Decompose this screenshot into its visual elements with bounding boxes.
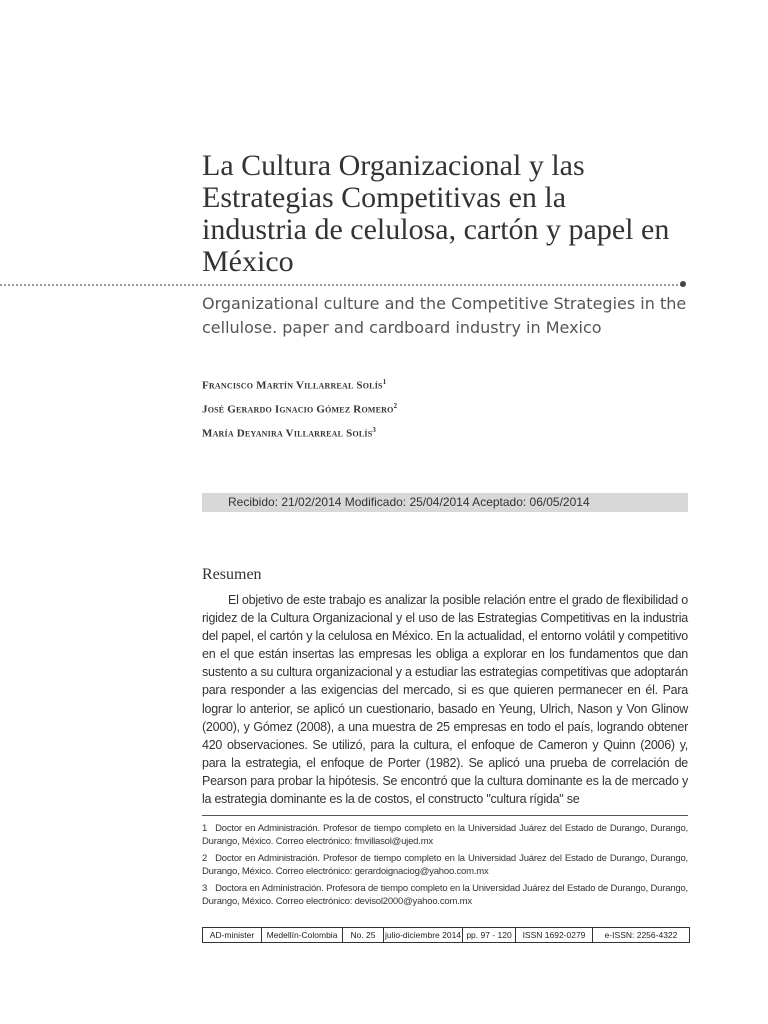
footnote-rule	[202, 815, 688, 816]
footnote-2: 2 Doctor en Administración. Profesor de tiempo completo en la Universidad Juárez del Estado de Durango, Durango, Durango, México. Correo electrónico: gerardoignaciog@yahoo.com.mx	[202, 853, 688, 877]
pub-number: No. 25	[343, 928, 384, 942]
pub-period: julio-diciembre 2014	[384, 930, 462, 940]
footnote-3: 3 Doctora en Administración. Profesora de tiempo completo en la Universidad Juárez del Estado de Durango, Durango, Durango, México. Correo electrónico: devisol2000@yahoo.com.mx	[202, 883, 688, 907]
title-divider	[0, 284, 682, 286]
pub-journal: AD-minister	[203, 928, 262, 942]
author-3: María Deyanira Villarreal Solís$^3$	[202, 426, 377, 440]
divider-dot	[680, 281, 686, 287]
pub-eissn: e-ISSN: 2256-4322	[604, 930, 678, 940]
footnote-1: 1 Doctor en Administración. Profesor de tiempo completo en la Universidad Juárez del Estado de Durango, Durango, Durango, México. Correo electrónico: fmvillasol@ujed.mx	[202, 823, 688, 847]
abstract-text: El objetivo de este trabajo es analizar la posible relación entre el grado de flexibilidad o rigidez de la Cultura Organizacional y el uso de las Estrategias Competitivas en la industria del papel, el cartón y la celulosa en México. En la actualidad, el entorno volátil y competitivo en el que están insertas las empresas les obliga a explorar en los fundamentos que dan sustento a su cultura organizacional y a estudiar las estrategias competitivas que adoptarán para responder a las exigencias del mercado, si es que quieren permanecer en él. Para lograr lo anterior, se aplicó un cuestionario, basado en Yeung, Ulrich, Nason y Von Glinow (2000), y Gómez (2008), a una muestra de 25 empresas en todo el país, logrando obtener 420 observaciones. Se utilizó, para la cultura, el enfoque de Cameron y Quinn (2006) y, para la estrategia, el enfoque de Porter (1982). Se aplicó una prueba de correlación de Pearson para probar la hipótesis. Se encontró que la cultura dominante es la de mercado y la estrategia dominante es la de costos, el constructo "cultura rígida" se	[202, 593, 688, 807]
article-title: La Cultura Organizacional y las Estrategias Competitivas en la industria de celulosa, cartón y papel en México	[202, 149, 670, 278]
dates-text: Recibido: 21/02/2014 Modificado: 25/04/2014 Aceptado: 06/05/2014	[228, 495, 590, 509]
author-2: José Gerardo Ignacio Gómez Romero$^2$	[202, 402, 398, 416]
abstract-heading: Resumen	[202, 566, 262, 583]
article-subtitle: Organizational culture and the Competitive Strategies in the cellulose. paper and cardboard industry in Mexico	[202, 294, 687, 337]
pub-pages: pp. 97 - 120	[463, 928, 516, 942]
pub-city: Medellín-Colombia	[262, 928, 343, 942]
publication-info-bar	[202, 927, 690, 943]
dates-bar	[202, 493, 688, 512]
pub-issn: ISSN 1692-0279	[516, 928, 593, 942]
author-1: Francisco Martín Villarreal Solís$^1$	[202, 378, 387, 392]
